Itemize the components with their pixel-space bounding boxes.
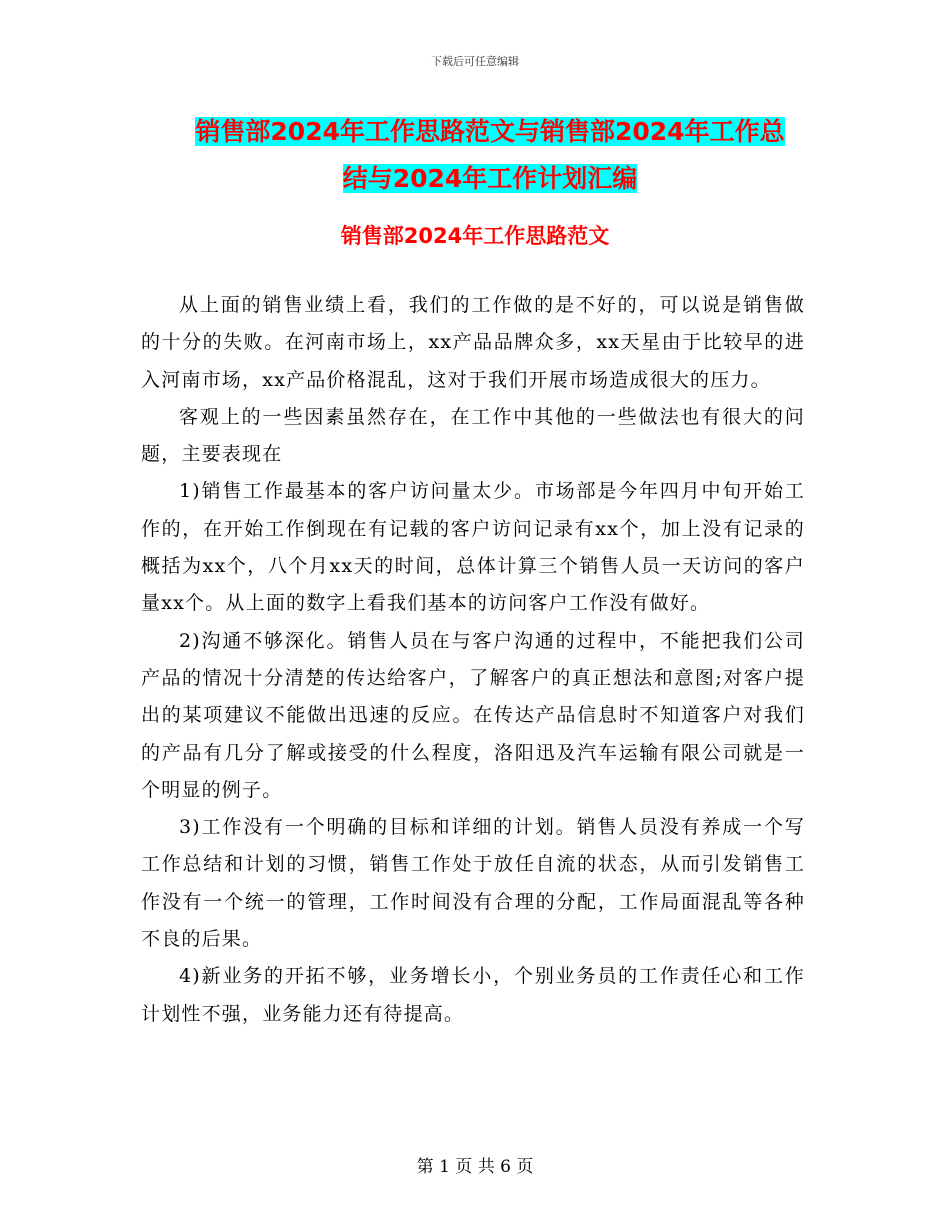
paragraph: 4)新业务的开拓不够，业务增长小，个别业务员的工作责任心和工作计划性不强，业务能力还有待提高。 xyxy=(141,965,805,1025)
paragraph: 从上面的销售业绩上看，我们的工作做的是不好的，可以说是销售做的十分的失败。在河南市场上，xx产品品牌众多，xx天星由于比较早的进入河南市场，xx产品价格混乱，这对于我们开展市场造成很大的压力。 xyxy=(141,294,805,391)
page-footer: 第 1 页 共 6 页 xyxy=(416,1157,534,1177)
document-title xyxy=(140,108,840,202)
document-title-line-2: 结与2024年工作计划汇编 xyxy=(342,164,638,193)
page-header-note: 下载后可任意编辑 xyxy=(431,55,519,68)
paragraph: 2)沟通不够深化。销售人员在与客户沟通的过程中，不能把我们公司产品的情况十分清楚的传达给客户，了解客户的真正想法和意图;对客户提出的某项建议不能做出迅速的反应。在传达产品信息时不知道客户对我们的产品有几分了解或接受的什么程度，洛阳迅及汽车运输有限公司就是一个明显的例子。 xyxy=(141,629,805,801)
paragraph: 1)销售工作最基本的客户访问量太少。市场部是今年四月中旬开始工作的，在开始工作倒现在有记载的客户访问记录有xx个，加上没有记录的概括为xx个，八个月xx天的时间，总体计算三个销售人员一天访问的客户量xx个。从上面的数字上看我们基本的访问客户工作没有做好。 xyxy=(141,480,805,615)
section-heading: 销售部2024年工作思路范文 xyxy=(340,224,610,248)
paragraph: 客观上的一些因素虽然存在，在工作中其他的一些做法也有很大的问题，主要表现在 xyxy=(141,405,805,466)
body-text xyxy=(141,287,805,1033)
document-title-line-1: 销售部2024年工作思路范文与销售部2024年工作总 xyxy=(195,117,785,146)
paragraph: 3)工作没有一个明确的目标和详细的计划。销售人员没有养成一个写工作总结和计划的习惯，销售工作处于放任自流的状态，从而引发销售工作没有一个统一的管理，工作时间没有合理的分配，工作局面混乱等各种不良的后果。 xyxy=(141,816,805,951)
